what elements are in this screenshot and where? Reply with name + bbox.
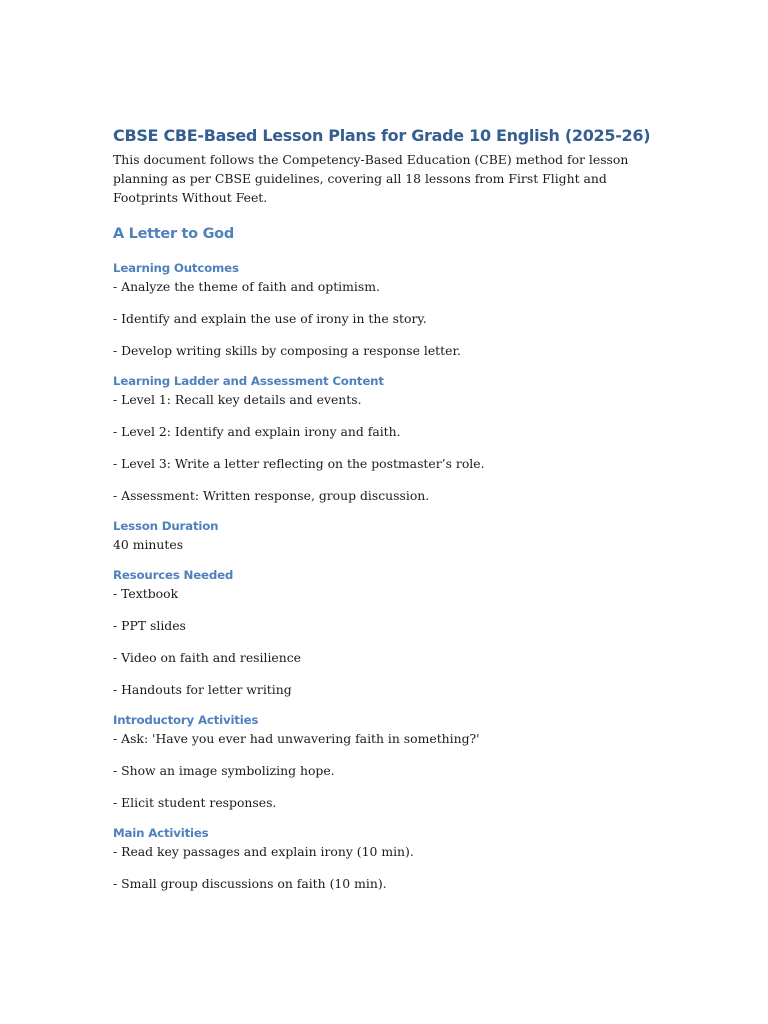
list-item: - Level 3: Write a letter reflecting on the postmaster’s role. xyxy=(113,456,485,471)
list-item: - Ask: 'Have you ever had unwavering faith in something?' xyxy=(113,731,480,746)
section-lesson-duration xyxy=(113,518,768,554)
section-heading: Learning Outcomes xyxy=(113,261,239,275)
section-main-activities xyxy=(113,825,768,893)
list-item: - Level 2: Identify and explain irony and faith. xyxy=(113,424,401,439)
section-learning-ladder xyxy=(113,373,768,505)
section-resources-needed xyxy=(113,567,768,699)
list-item: - PPT slides xyxy=(113,618,186,633)
list-item: - Read key passages and explain irony (10 min). xyxy=(113,844,414,859)
document-title: CBSE CBE-Based Lesson Plans for Grade 10 English (2025-26) xyxy=(113,126,651,145)
list-item: - Analyze the theme of faith and optimism. xyxy=(113,279,380,294)
section-heading: Resources Needed xyxy=(113,568,234,582)
list-item: - Textbook xyxy=(113,586,179,601)
section-heading: Main Activities xyxy=(113,826,209,840)
document-intro: This document follows the Competency-Based Education (CBE) method for lesson planning as per CBSE guidelines, covering all 18 lessons from First Flight and Footprints Without Feet. xyxy=(113,152,629,205)
list-item: - Level 1: Recall key details and events. xyxy=(113,392,362,407)
list-item: - Elicit student responses. xyxy=(113,795,277,810)
lesson-title: A Letter to God xyxy=(113,226,234,242)
list-item: - Assessment: Written response, group discussion. xyxy=(113,488,430,503)
list-item: - Video on faith and resilience xyxy=(113,650,302,665)
list-item: - Develop writing skills by composing a response letter. xyxy=(113,343,461,358)
list-item: 40 minutes xyxy=(113,537,184,552)
section-heading: Learning Ladder and Assessment Content xyxy=(113,374,384,388)
section-learning-outcomes xyxy=(113,260,768,360)
list-item: - Small group discussions on faith (10 min). xyxy=(113,876,387,891)
list-item: - Show an image symbolizing hope. xyxy=(113,763,335,778)
section-heading: Introductory Activities xyxy=(113,713,259,727)
list-item: - Handouts for letter writing xyxy=(113,682,292,697)
list-item: - Identify and explain the use of irony in the story. xyxy=(113,311,427,326)
section-introductory-activities xyxy=(113,712,768,812)
section-heading: Lesson Duration xyxy=(113,519,219,533)
